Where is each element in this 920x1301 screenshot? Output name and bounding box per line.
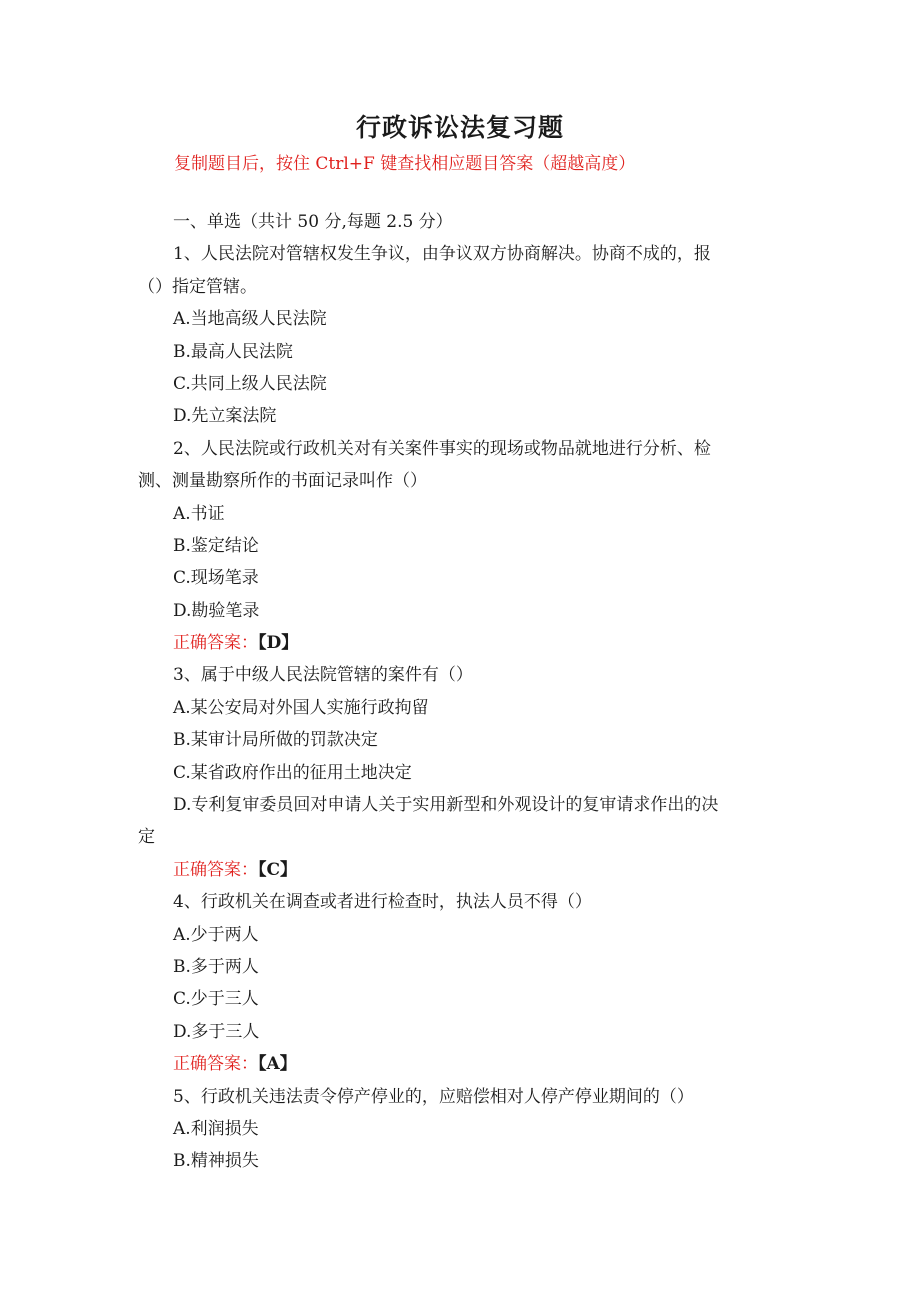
question-5-stem: 5、行政机关违法责令停产停业的，应赔偿相对人停产停业期间的（） [173,1086,694,1107]
question-2-stem-cont: 测、测量勘察所作的书面记录叫作（） [138,471,427,492]
answer-value: 【A】 [258,1054,297,1075]
question-5-option-a: A.利润损失 [173,1118,259,1139]
answer-value: 【D】 [258,633,299,654]
question-2-answer [138,627,778,659]
question-1-stem-cont: （）指定管辖。 [138,276,257,297]
question-3-option-b: B.某审计局所做的罚款决定 [173,730,378,751]
question-1-option-c: C.共同上级人民法院 [173,373,327,394]
question-1-option-a: A.当地高级人民法院 [173,309,327,330]
question-2-stem: 2、人民法院或行政机关对有关案件事实的现场或物品就地进行分析、检 [173,438,711,459]
instruction-note: 复制题目后，按住 Ctrl+F 键查找相应题目答案（超越高度） [174,154,636,174]
question-3-stem: 3、属于中级人民法院管辖的案件有（） [173,665,473,686]
question-4-answer [138,1048,778,1080]
question-3-option-a: A.某公安局对外国人实施行政拘留 [173,697,429,718]
question-list [138,206,778,1178]
question-2-option-d: D.勘验笔录 [173,600,260,621]
answer-label: 正确答案： [173,859,258,880]
question-2-option-c: C.现场笔录 [173,568,259,589]
question-3-answer [138,854,778,886]
question-5-option-b: B.精神损失 [173,1151,259,1172]
question-4-option-b: B.多于两人 [173,956,259,977]
question-1-stem: 1、人民法院对管辖权发生争议，由争议双方协商解决。协商不成的，报 [173,244,711,265]
question-4-stem: 4、行政机关在调查或者进行检查时，执法人员不得（） [173,892,592,913]
question-3-option-c: C.某省政府作出的征用土地决定 [173,762,412,783]
section-heading: 一、单选（共计 50 分,每题 2.5 分） [173,212,453,232]
question-4-option-d: D.多于三人 [173,1021,260,1042]
question-1-option-d: D.先立案法院 [173,406,277,427]
answer-value: 【C】 [258,859,298,880]
question-4-option-a: A.少于两人 [173,924,259,945]
question-2-option-b: B.鉴定结论 [173,535,259,556]
question-2-option-a: A.书证 [173,503,225,524]
question-4-option-c: C.少于三人 [173,989,259,1010]
answer-label: 正确答案： [173,1054,258,1075]
question-3-option-d: D.专利复审委员回对申请人关于实用新型和外观设计的复审请求作出的决 [173,795,719,816]
question-1-option-b: B.最高人民法院 [173,341,293,362]
page-title: 行政诉讼法复习题 [355,113,564,142]
question-3-option-d-cont: 定 [138,827,155,848]
answer-label: 正确答案： [173,633,258,654]
